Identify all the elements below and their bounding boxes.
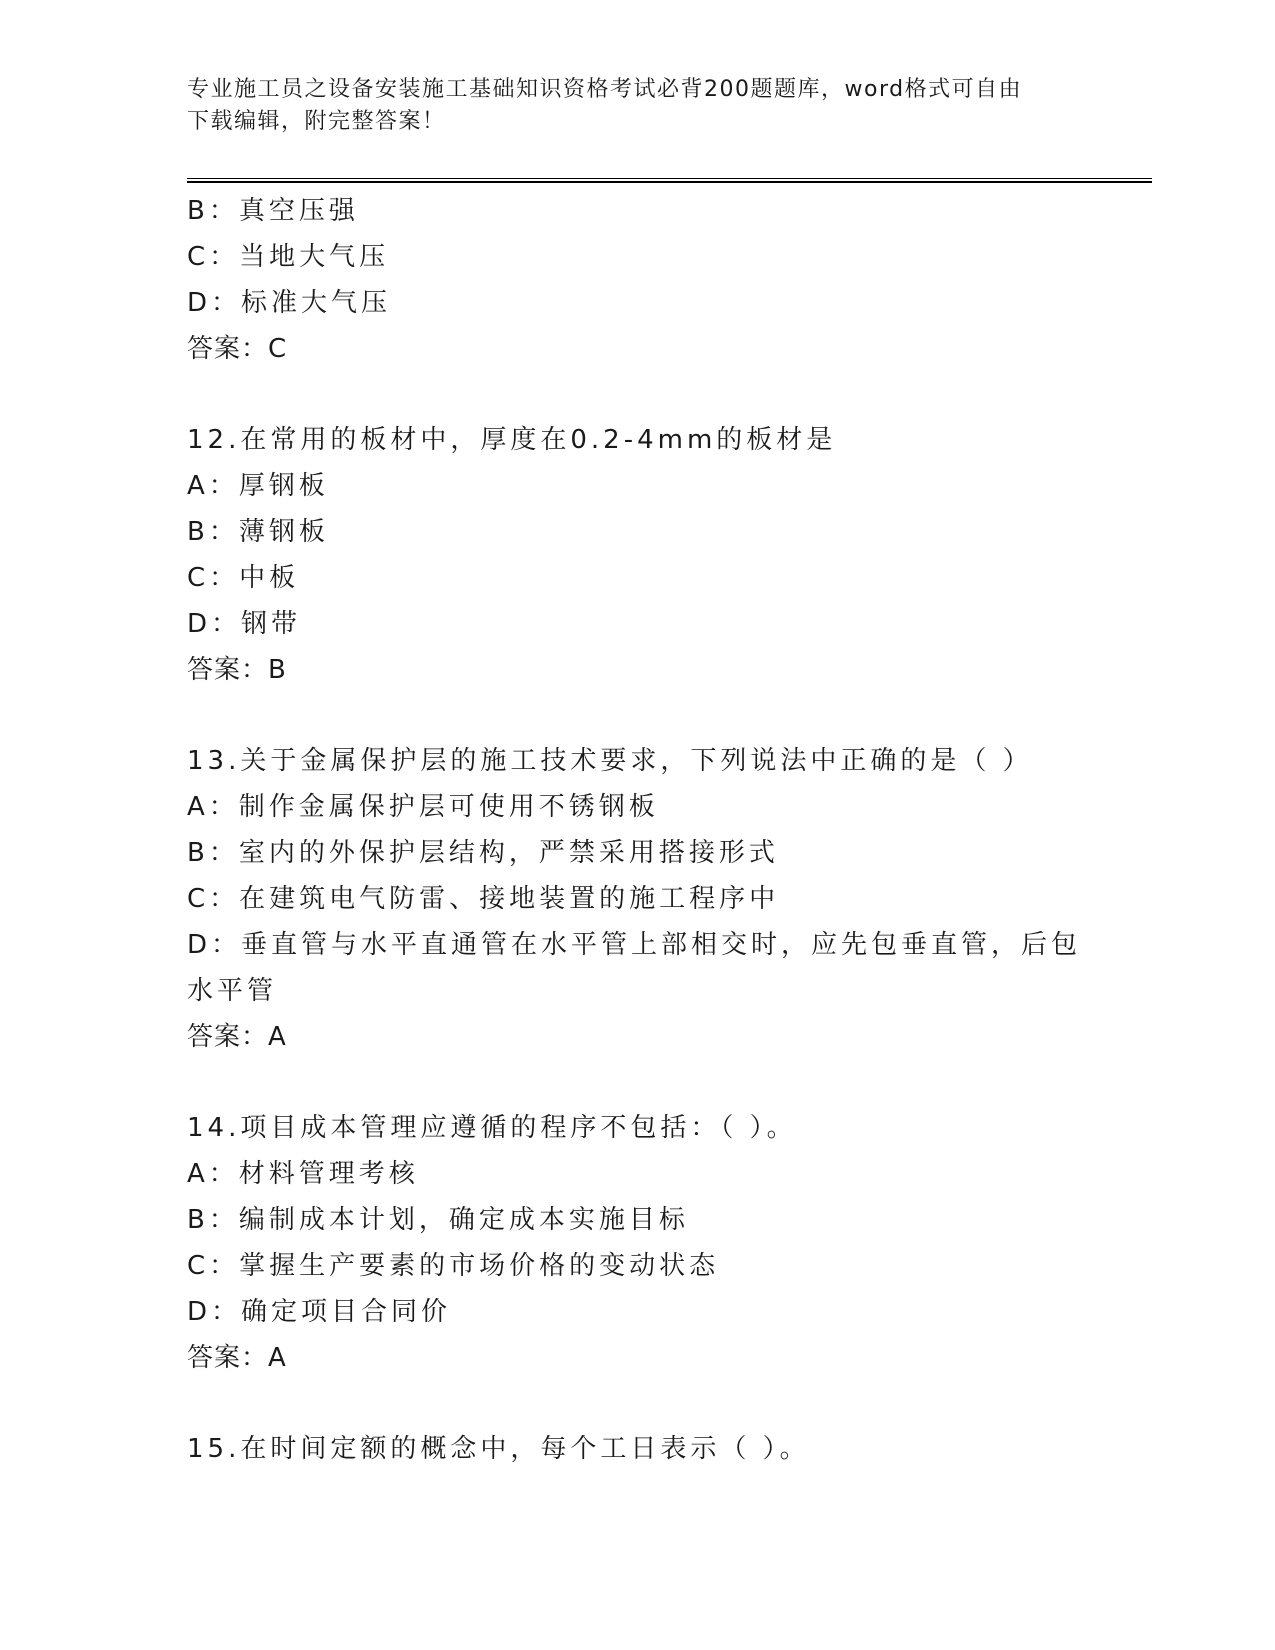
option-a: A：厚钢板 <box>187 471 329 501</box>
option-d: D：标准大气压 <box>187 288 392 318</box>
spacer <box>187 1381 1087 1426</box>
header-divider <box>187 178 1152 183</box>
answer-line: 答案：B <box>187 655 287 685</box>
option-a: A：制作金属保护层可使用不锈钢板 <box>187 792 659 822</box>
option-b: B：编制成本计划，确定成本实施目标 <box>187 1205 689 1235</box>
spacer <box>187 372 1087 417</box>
option-d: D：钢带 <box>187 609 302 639</box>
option-d: D：垂直管与水平直通管在水平管上部相交时，应先包垂直管，后包水平管 <box>187 930 1082 1006</box>
spacer <box>187 1060 1087 1105</box>
question-15: 15.在时间定额的概念中，每个工日表示（ ）。 <box>187 1434 810 1464</box>
option-c: C：掌握生产要素的市场价格的变动状态 <box>187 1251 720 1281</box>
option-a: A：材料管理考核 <box>187 1159 419 1189</box>
answer-line: 答案：A <box>187 1022 287 1052</box>
option-c: C：中板 <box>187 563 300 593</box>
option-d: D：确定项目合同价 <box>187 1297 452 1327</box>
option-c: C：在建筑电气防雷、接地装置的施工程序中 <box>187 884 780 914</box>
header-title-line-1: 专业施工员之设备安装施工基础知识资格考试必背200题题库，word格式可自由 <box>187 77 1023 102</box>
question-content <box>187 188 1087 1472</box>
document-header <box>187 74 1067 138</box>
option-b: B：薄钢板 <box>187 517 329 547</box>
answer-line: 答案：C <box>187 334 288 364</box>
question-14: 14.项目成本管理应遵循的程序不包括：（ ）。 <box>187 1113 797 1143</box>
option-b: B：室内的外保护层结构，严禁采用搭接形式 <box>187 838 779 868</box>
spacer <box>187 693 1087 738</box>
header-title-line-2: 下载编辑，附完整答案！ <box>187 109 446 134</box>
option-b: B：真空压强 <box>187 196 359 226</box>
option-c: C：当地大气压 <box>187 242 390 272</box>
question-13: 13.关于金属保护层的施工技术要求，下列说法中正确的是（ ） <box>187 746 1033 776</box>
answer-line: 答案：A <box>187 1343 287 1373</box>
question-12: 12.在常用的板材中，厚度在0.2-4mm的板材是 <box>187 425 837 455</box>
